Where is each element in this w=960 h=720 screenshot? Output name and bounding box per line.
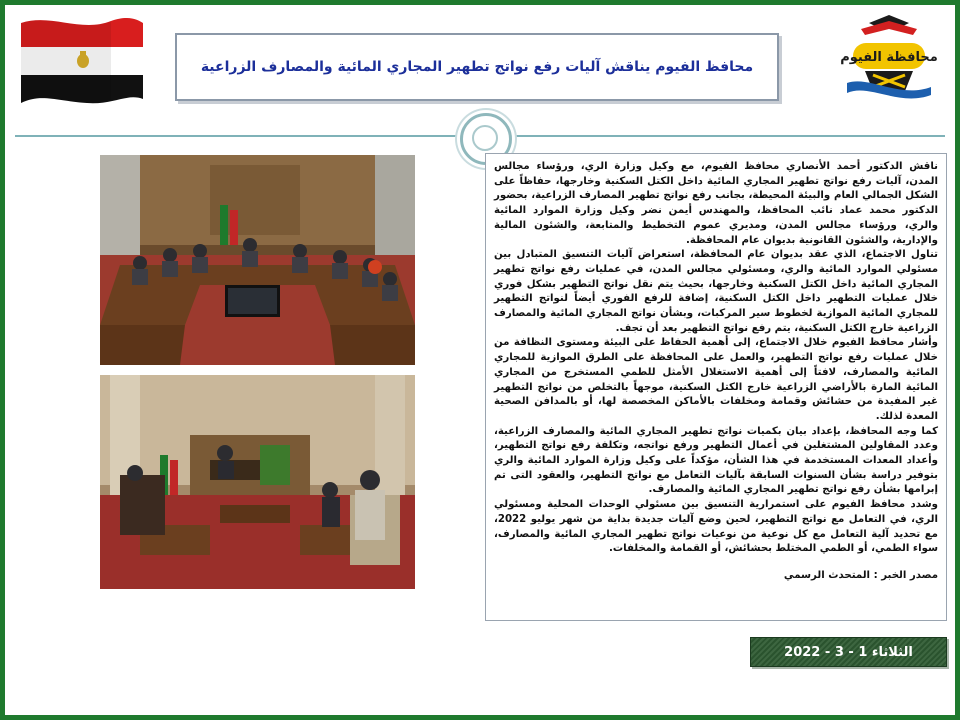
headline: محافظ الفيوم يناقش آليات رفع نواتج تطهير المجاري المائية والمصارف الزراعية: [200, 59, 754, 75]
article-paragraph: كما وجه المحافظ، بإعداد بيان بكميات نواتج تطهير المجاري المائية والمصارف الزراعية، وعدد المقاولين المشتغلين في أعمال التطهير ورفع نواتجه، وتكلفة رفع نواتج التطهير، وأعداد المعدات المستخدمة في هذا الشأن، مؤكداً على وكيل وزارة الموارد المائية والري بتوفير دراسة بشأن السنوات السابقة بآليات التعامل مع نواتج التطهير، والعقود التى تم إبرامها بشأن رفع نواتج تطهير المجاري المائية والمصارف.: [494, 425, 938, 496]
date-bar: [750, 637, 947, 667]
page-frame: [5, 5, 955, 715]
article-source: مصدر الخبر : المتحدث الرسمي: [783, 569, 938, 581]
article-paragraph: ناقش الدكتور أحمد الأنصاري محافظ الفيوم، مع وكيل وزارة الري، ورؤساء مجالس المدن، آليات رفع نواتج تطهير المجاري المائية داخل الكتل السكنية وخارجها، حفاظاً على الشكل الجمالي العام والبيئة المحيطة، بجانب رفع نواتج تطهير المصارف الزراعية، بحضور الدكتور محمد عماد نائب المحافظ، والمهندس أيمن نضر وكيل وزارة الموارد المائية والري، ورؤساء مجالس المدن، ومديري عموم التخطيط والمتابعة، والشئون المالية والإدارية، والشئون القانونية بديوان عام المحافظة.: [494, 161, 938, 246]
article-paragraph: وأشار محافظ الفيوم خلال الاجتماع، إلى أهمية الحفاظ على البيئة ومستوى النظافة من خلال عمليات رفع نواتج التطهير، والعمل على المحافظة على الطرق الموازية للمجاري المائية والمصارف، لافتاً إلى أهمية الاستغلال الأمثل للطمي المستخرج من المجاري المائية المارة بالأراضي الزراعية خارج الكتل السكنية، موجهاً بالتخلص من نواتج التطهير غير المفيدة من حشائش وقمامة ومخلفات بالأماكن المخصصة لها، أو بالمدافن الصحية المعدة لذلك.: [494, 337, 938, 422]
logo-text: محافظة الفيوم: [840, 50, 938, 65]
article-paragraph: تناول الاجتماع، الذي عقد بديوان عام المحافظة، استعراض آليات التنسيق المتبادل بين مسئولي الموارد المائية والري، ومسئولي مجالس المدن، في عمليات رفع نواتج تطهير المجاري المائية داخل الكتل السكنية وخارجها، بحيث يتم نقل نواتج التطهير بشكل فوري خلال عمليات التطهير داخل الكتل السكنية، إضافة للرفع الفوري أيضاً لنواتج التطهير للمجاري المائية الموازية لخطوط سير المركبات، وبشأن نواتج المجاري المائية والمصارف الزراعية خارج الكتل السكنية، يتم رفع نواتج التطهير بعد أن تجف.: [494, 249, 938, 334]
article-paragraph: وشدد محافظ الفيوم على استمرارية التنسيق بين مسئولي الوحدات المحلية ومسئولي الري، في التعامل مع نواتج التطهير، لحين وضع آليات جديدة بداية من شهر يوليو 2022، مع تحديد آلية التعامل مع كل نوعية من نوعيات نواتج تطهير المجاري المائية والمصارف، سواء الطمي، أو الطمي المختلط بحشائش، أو القمامة والمخلفات.: [494, 499, 938, 555]
meeting-photo-2: [100, 375, 415, 589]
fayoum-governorate-logo-icon: [839, 13, 939, 109]
date-text: الثلاثاء 1 - 3 - 2022: [784, 644, 913, 660]
headline-box: [175, 33, 779, 101]
article-body: [485, 153, 947, 621]
egypt-flag-icon: [17, 13, 147, 109]
meeting-photo-1: [100, 155, 415, 365]
